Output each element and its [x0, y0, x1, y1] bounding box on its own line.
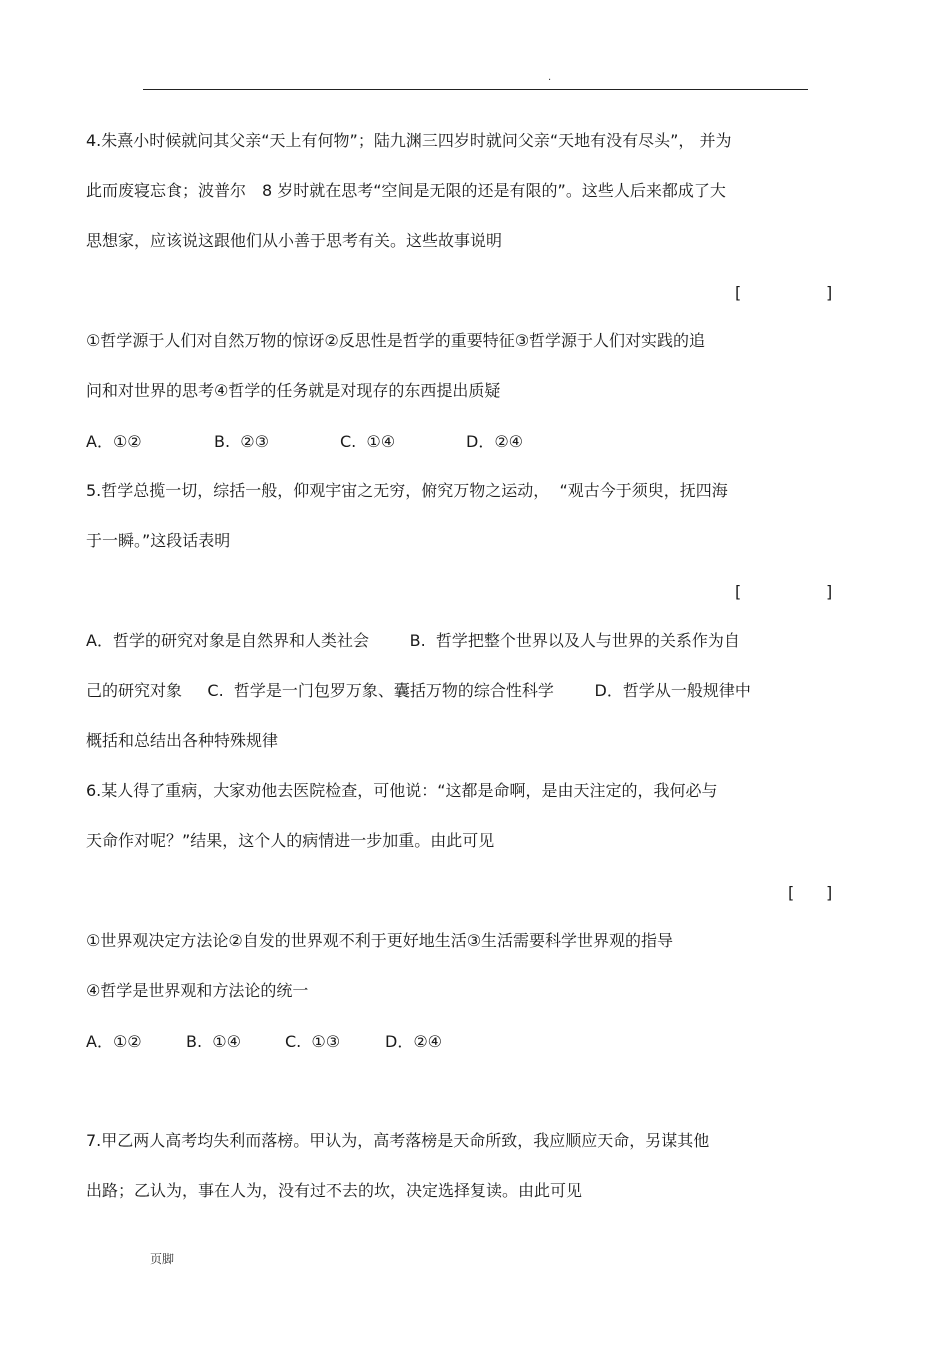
- q4-option-a: A．①②: [86, 432, 142, 451]
- header-dot: .: [548, 72, 552, 83]
- q6-option-c: C. ①③: [285, 1032, 341, 1051]
- q6-statement-1: ①世界观决定方法论②自发的世界观不利于更好地生活③生活需要科学世界观的指导: [86, 931, 674, 950]
- q5-option-line-1: A．哲学的研究对象是自然界和人类社会 B. 哲学把整个世界以及人与世界的关系作为自: [86, 631, 740, 650]
- q4-option-c: C. ①④: [340, 432, 396, 451]
- q4-line-3: 思想家，应该说这跟他们从小善于思考有关。这些故事说明: [86, 231, 503, 250]
- q6-bracket-open: [: [788, 883, 795, 902]
- q4-line-1: 4.朱熹小时候就问其父亲“天上有何物”；陆九渊三四岁时就问父亲“天地有没有尽头”， 并为: [86, 131, 732, 150]
- q6-line-1: 6.某人得了重病，大家劝他去医院检查，可他说：“这都是命啊，是由天注定的，我何必与: [86, 781, 718, 800]
- q4-option-b: B. ②③: [214, 432, 269, 451]
- q7-line-2: 出路；乙认为，事在人为，没有过不去的坎，决定选择复读。由此可见: [86, 1181, 583, 1200]
- q4-option-d: D．②④: [466, 432, 524, 451]
- q6-option-d: D．②④: [385, 1032, 443, 1051]
- q6-option-a: A．①②: [86, 1032, 142, 1051]
- q6-statement-2: ④哲学是世界观和方法论的统一: [86, 981, 309, 1000]
- q5-bracket-open: [: [735, 582, 742, 601]
- q5-bracket-close: ]: [826, 582, 833, 601]
- q4-line-2: 此而废寝忘食；波普尔 8 岁时就在思考“空间是无限的还是有限的”。这些人后来都成了大: [86, 181, 726, 200]
- q5-line-2: 于一瞬。”这段话表明: [86, 531, 231, 550]
- q5-line-1: 5.哲学总揽一切，综括一般，仰观宇宙之无穷，俯究万物之运动， “观古今于须臾，抚四海: [86, 481, 728, 500]
- header-rule: [143, 89, 808, 90]
- q4-bracket-open: [: [735, 283, 742, 302]
- q6-option-b: B. ①④: [186, 1032, 241, 1051]
- q6-bracket-close: ]: [826, 883, 833, 902]
- q4-bracket-close: ]: [826, 283, 833, 302]
- q6-line-2: 天命作对呢？”结果，这个人的病情进一步加重。由此可见: [86, 831, 495, 850]
- q4-statement-1: ①哲学源于人们对自然万物的惊讶②反思性是哲学的重要特征③哲学源于人们对实践的追: [86, 331, 706, 350]
- page-footer: 页脚: [150, 1252, 175, 1266]
- q7-line-1: 7.甲乙两人高考均失利而落榜。甲认为，高考落榜是天命所致，我应顺应天命，另谋其他: [86, 1131, 710, 1150]
- q4-statement-2: 问和对世界的思考④哲学的任务就是对现存的东西提出质疑: [86, 381, 501, 400]
- q5-option-line-2: 己的研究对象 C. 哲学是一门包罗万象、囊括万物的综合性科学 D．哲学从一般规律中: [86, 681, 751, 700]
- q5-option-line-3: 概括和总结出各种特殊规律: [86, 731, 279, 750]
